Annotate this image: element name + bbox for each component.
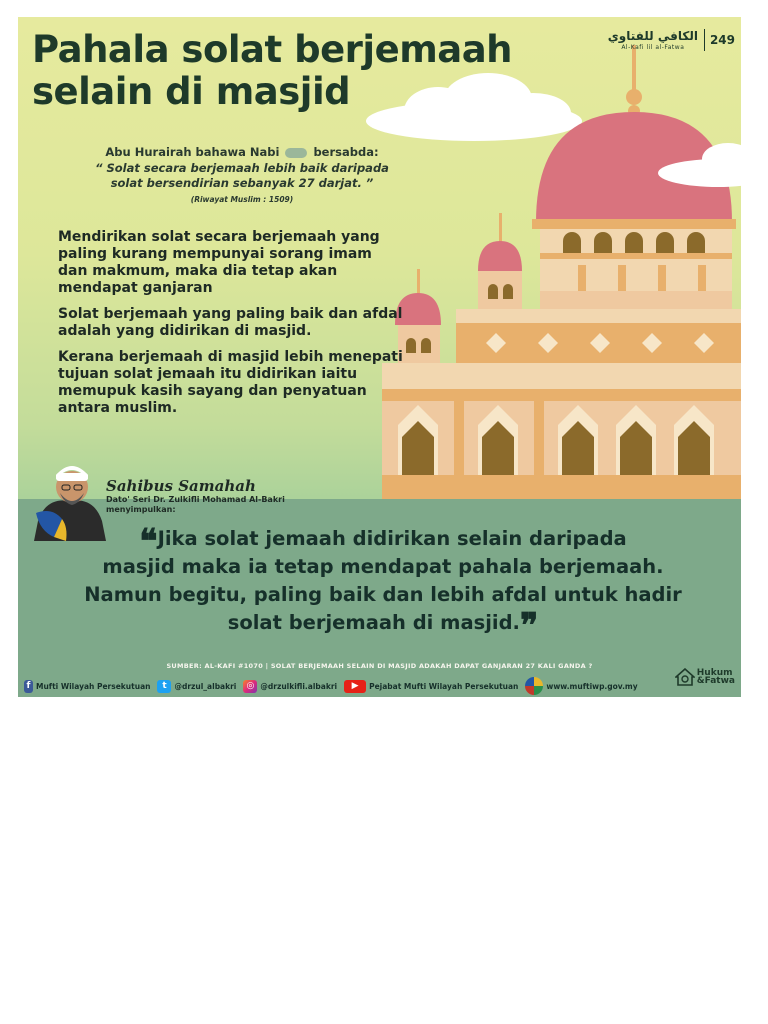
social-link-youtube[interactable]: ▶ Pejabat Mufti Wilayah Persekutuan — [344, 680, 518, 693]
logo-subtitle: Al-Kafi lil al-Fatwa — [621, 44, 685, 51]
paragraph: Kerana berjemaah di masjid lebih menepati tujuan solat jemaah itu didirikan iaitu memupuk kasih sayang dan penyatuan antara muslim. — [58, 349, 403, 416]
issue-number: 249 — [709, 33, 735, 47]
web-icon — [525, 677, 543, 695]
page-title — [32, 29, 532, 113]
mufti-name: Dato' Seri Dr. Zulkifli Mohamad Al-Bakri — [106, 495, 285, 504]
open-quote-icon: ❝ — [139, 522, 158, 562]
infographic-poster — [18, 17, 741, 697]
signature-verb: menyimpulkan: — [106, 505, 176, 514]
hadith-quote: “ Solat secara berjemaah lebih baik daripada solat bersendirian sebanyak 27 darjat. ” — [95, 161, 389, 190]
hadith-reference: (Riwayat Muslim : 1509) — [190, 195, 294, 204]
paragraph: Mendirikan solat secara berjemaah yang paling kurang mempunyai sorang imam dan makmum, maka dia tetap akan mendapat ganjaran — [58, 229, 380, 296]
facebook-icon: f — [24, 680, 33, 693]
hadith-block — [82, 145, 402, 204]
hukum-fatwa-logo — [675, 668, 735, 686]
social-link-instagram[interactable]: ◎ @drzulkifli.albakri — [243, 680, 337, 693]
house-icon — [675, 668, 695, 686]
youtube-icon: ▶ — [344, 680, 366, 693]
conclusion-quote: ❝Jika solat jemaah didirikan selain daripada masjid maka ia tetap mendapat pahala berjemaah. Namun begitu, paling baik dan lebih afdal untuk hadir solat berjemaah di masjid.❞ — [84, 522, 682, 646]
social-links — [24, 677, 638, 695]
brand-line-2: &Fatwa — [696, 676, 735, 686]
instagram-icon: ◎ — [243, 680, 257, 693]
body-text — [58, 229, 403, 426]
alkafi-logo — [608, 29, 735, 51]
source-line: SUMBER: AL-KAFI #1070 | SOLAT BERJEMAAH SELAIN DI MASJID ADAKAH DAPAT GANJARAN 27 KALI GANDA ? — [166, 662, 593, 670]
social-link-facebook[interactable]: f Mufti Wilayah Persekutuan — [24, 680, 150, 693]
close-quote-icon: ❞ — [519, 606, 539, 646]
saw-calligraphy-icon — [285, 148, 307, 158]
signature-script: Sahibus Samahah — [106, 477, 256, 495]
signature-block — [106, 477, 285, 515]
title-line-1: Pahala solat berjemaah — [32, 28, 513, 71]
social-link-website[interactable]: www.muftiwp.gov.my — [525, 677, 637, 695]
paragraph: Solat berjemaah yang paling baik dan afdal adalah yang didirikan di masjid. — [58, 306, 403, 339]
twitter-icon: t — [157, 680, 171, 693]
brand-line-1: Hukum — [696, 668, 733, 678]
social-link-twitter[interactable]: t @drzul_albakri — [157, 680, 236, 693]
title-line-2: selain di masjid — [32, 70, 351, 113]
hadith-intro: Abu Hurairah bahawa Nabi bersabda: — [105, 145, 379, 159]
logo-arabic: الكافي للفتاوي — [607, 29, 698, 43]
